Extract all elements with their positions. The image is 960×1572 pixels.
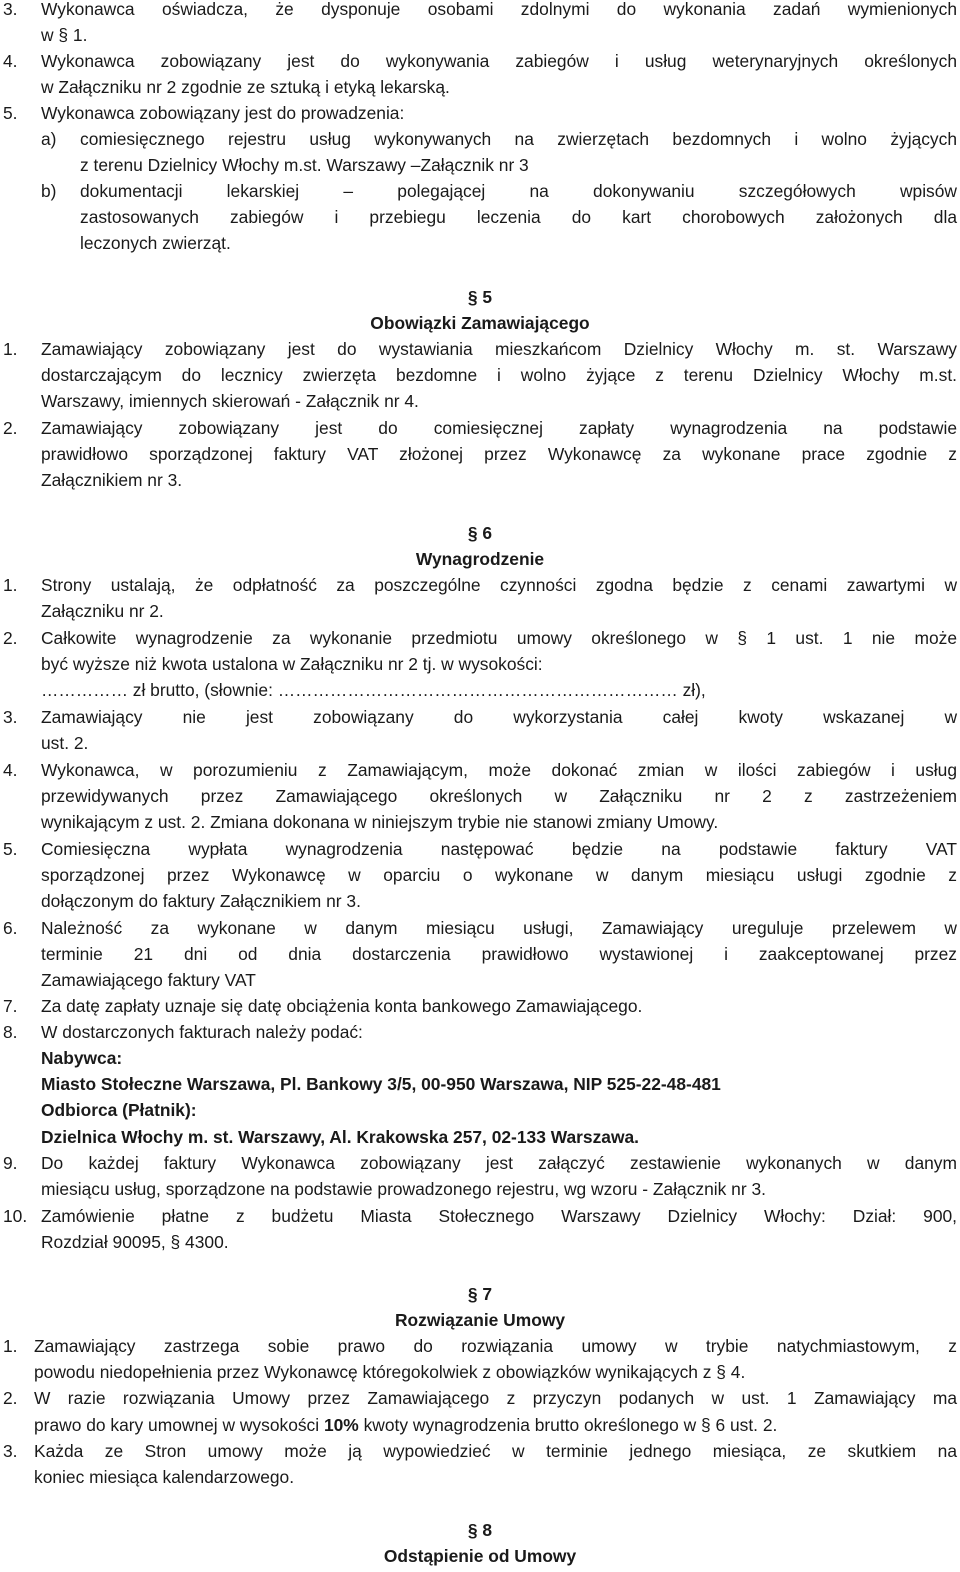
paragraph-line: Zamawiający zastrzega sobie prawo do rozwiązania umowy w trybie natychmiastowym, z	[34, 1336, 957, 1356]
item-number: 10.	[3, 1206, 28, 1226]
section-title: Obowiązki Zamawiającego	[370, 313, 590, 333]
section-title: Rozwiązanie Umowy	[394, 1310, 566, 1330]
paragraph-line: Wykonawca zobowiązany jest do wykonywania zabiegów i usług weterynaryjnych określonych	[41, 51, 957, 71]
paragraph-line: Każda ze Stron umowy może ją wypowiedzieć w terminie jednego miesiąca, ze skutkiem na	[34, 1441, 957, 1461]
item-number: 4.	[3, 51, 18, 71]
sub-item-label: a)	[41, 129, 57, 149]
item-number: 6.	[3, 918, 18, 938]
item-number: 4.	[3, 760, 18, 780]
paragraph-line: Zamawiający zobowiązany jest do comiesięcznej zapłaty wynagrodzenia na podstawie	[41, 418, 957, 438]
paragraph-line: być wyższe niż kwota ustalona w Załączniku nr 2 tj. w wysokości:	[41, 654, 543, 674]
item-number: 3.	[3, 1441, 18, 1461]
paragraph-line: dokumentacji lekarskiej – polegającej na dokonywaniu szczegółowych wpisów	[80, 181, 957, 201]
paragraph-line: Wykonawca oświadcza, że dysponuje osobami zdolnymi do wykonania zadań wymienionych	[41, 0, 957, 19]
paragraph-line: Do każdej faktury Wykonawca zobowiązany jest załączyć zestawienie wykonanych w danym	[41, 1153, 957, 1173]
paragraph-line: Załączniku nr 2.	[41, 601, 164, 621]
paragraph-line: Zamówienie płatne z budżetu Miasta Stołecznego Warszawy Dzielnicy Włochy: Dział: 900,	[41, 1206, 957, 1226]
paragraph-line: Należność za wykonane w danym miesiącu usługi, Zamawiający ureguluje przelewem w	[41, 918, 957, 938]
paragraph-line: ust. 2.	[41, 733, 89, 753]
section-title: Wynagrodzenie	[415, 549, 545, 569]
paragraph-line: koniec miesiąca kalendarzowego.	[34, 1467, 295, 1487]
item-number: 7.	[3, 996, 18, 1016]
paragraph-line: W dostarczonych fakturach należy podać:	[41, 1022, 363, 1042]
paragraph-line: przewidywanych przez Zamawiającego określonych w Załączniku nr 2 z zastrzeżeniem	[41, 786, 957, 806]
section-number: § 7	[467, 1284, 493, 1304]
paragraph-line: powodu niedopełnienia przez Wykonawcę któregokolwiek z obowiązków wynikających z § 4.	[34, 1362, 746, 1382]
paragraph-line: Wykonawca, w porozumieniu z Zamawiającym, może dokonać zmian w ilości zabiegów i usług	[41, 760, 957, 780]
paragraph-line: W razie rozwiązania Umowy przez Zamawiającego z przyczyn podanych w ust. 1 Zamawiający ma	[34, 1388, 957, 1408]
paragraph-line: z terenu Dzielnicy Włochy m.st. Warszawy –Załącznik nr 3	[80, 155, 529, 175]
paragraph-line: Zamawiający nie jest zobowiązany do wykorzystania całej kwoty wskazanej w	[41, 707, 957, 727]
item-number: 2.	[3, 1388, 18, 1408]
item-number: 3.	[3, 0, 18, 19]
section-title: Odstąpienie od Umowy	[383, 1546, 577, 1566]
paragraph-line: Załącznikiem nr 3.	[41, 470, 183, 490]
paragraph-line: Zamawiający zobowiązany jest do wystawiania mieszkańcom Dzielnicy Włochy m. st. Warszawy	[41, 339, 957, 359]
paragraph-line: prawidłowo sporządzonej faktury VAT złożonej przez Wykonawcę za wykonane prace zgodnie z	[41, 444, 957, 464]
item-number: 8.	[3, 1022, 18, 1042]
text-run: kwoty wynagrodzenia brutto określonego w § 6 ust. 2.	[358, 1415, 778, 1435]
item-number: 1.	[3, 1336, 18, 1356]
item-number: 5.	[3, 839, 18, 859]
paragraph-line: Comiesięczna wypłata wynagrodzenia następować będzie na podstawie faktury VAT	[41, 839, 957, 859]
section-number: § 6	[467, 523, 493, 543]
sub-item-label: b)	[41, 181, 57, 201]
paragraph-line: w § 1.	[41, 25, 88, 45]
paragraph-line: Warszawy, imiennych skierowań - Załącznik nr 4.	[41, 391, 419, 411]
item-number: 3.	[3, 707, 18, 727]
recipient-label: Odbiorca (Płatnik):	[41, 1100, 197, 1120]
buyer-details: Miasto Stołeczne Warszawa, Pl. Bankowy 3/5, 00-950 Warszawa, NIP 525-22-48-481	[41, 1074, 721, 1094]
item-number: 2.	[3, 628, 18, 648]
paragraph-line: w Załączniku nr 2 zgodnie ze sztuką i etyką lekarską.	[41, 77, 450, 97]
section-number: § 5	[467, 287, 493, 307]
paragraph-line: dostarczającym do lecznicy zwierzęta bezdomne i wolno żyjące z terenu Dzielnicy Włochy m.st.	[41, 365, 957, 385]
paragraph-line: terminie 21 dni od dnia dostarczenia prawidłowo wystawionej i zaakceptowanej przez	[41, 944, 957, 964]
item-number: 5.	[3, 103, 18, 123]
paragraph-line: miesiącu usług, sporządzone na podstawie prowadzonego rejestru, wg wzoru - Załącznik nr 3.	[41, 1179, 766, 1199]
item-number: 1.	[3, 339, 18, 359]
paragraph-line	[34, 1412, 777, 1438]
paragraph-line: wynikającym z ust. 2. Zmiana dokonana w niniejszym trybie nie stanowi zmiany Umowy.	[41, 812, 719, 832]
paragraph-line: leczonych zwierząt.	[80, 233, 231, 253]
paragraph-line: Strony ustalają, że odpłatność za poszczególne czynności zgodna będzie z cenami zawartymi w	[41, 575, 957, 595]
paragraph-line: Całkowite wynagrodzenie za wykonanie przedmiotu umowy określonego w § 1 ust. 1 nie może	[41, 628, 957, 648]
item-number: 2.	[3, 418, 18, 438]
paragraph-line: comiesięcznego rejestru usług wykonywanych na zwierzętach bezdomnych i wolno żyjących	[80, 129, 957, 149]
paragraph-line: Za datę zapłaty uznaje się datę obciążenia konta bankowego Zamawiającego.	[41, 996, 643, 1016]
section-number: § 8	[467, 1520, 493, 1540]
paragraph-line: …………… zł brutto, (słownie: …………………………………………………………… zł),	[41, 680, 706, 700]
buyer-label: Nabywca:	[41, 1048, 123, 1068]
paragraph-line: sporządzonej przez Wykonawcę w oparciu o wykonane w danym miesiącu usługi zgodnie z	[41, 865, 957, 885]
text-run: prawo do kary umownej w wysokości	[34, 1415, 324, 1435]
item-number: 9.	[3, 1153, 18, 1173]
paragraph-line: Zamawiającego faktury VAT	[41, 970, 256, 990]
paragraph-line: zastosowanych zabiegów i przebiegu leczenia do kart chorobowych założonych dla	[80, 207, 957, 227]
penalty-percent: 10%	[323, 1415, 359, 1435]
recipient-details: Dzielnica Włochy m. st. Warszawy, Al. Krakowska 257, 02-133 Warszawa.	[41, 1127, 639, 1147]
paragraph-line: Wykonawca zobowiązany jest do prowadzenia:	[41, 103, 405, 123]
paragraph-line: Rozdział 90095, § 4300.	[41, 1232, 229, 1252]
paragraph-line: dołączonym do faktury Załącznikiem nr 3.	[41, 891, 361, 911]
item-number: 1.	[3, 575, 18, 595]
